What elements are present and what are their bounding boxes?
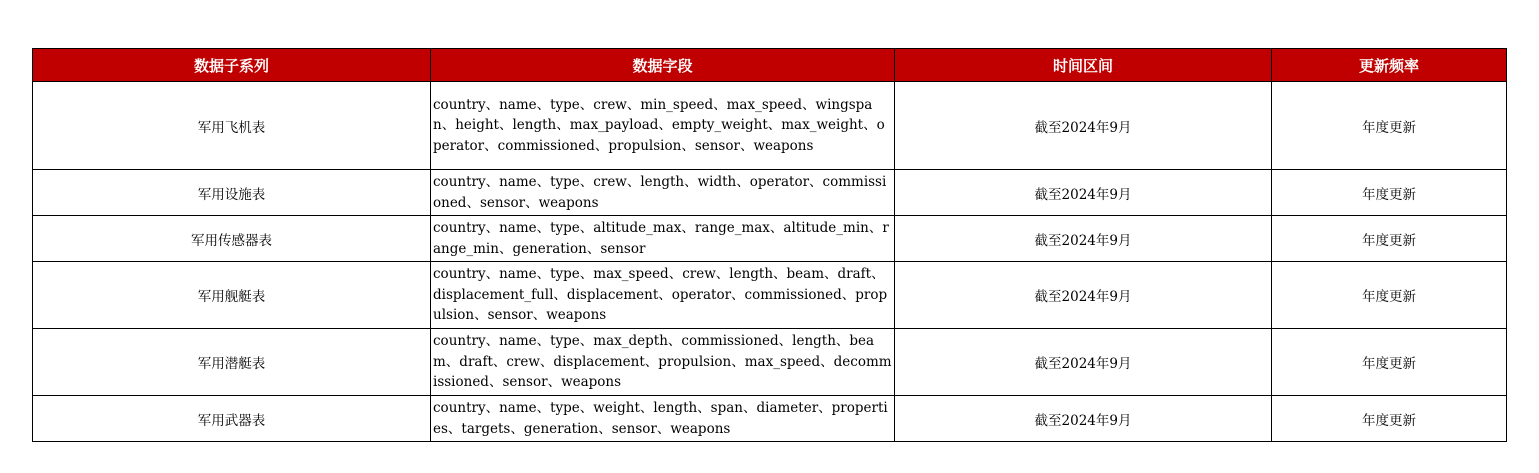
period-cell: 截至2024年9月 bbox=[895, 396, 1272, 442]
table-row bbox=[33, 170, 1507, 216]
period-cell: 截至2024年9月 bbox=[895, 262, 1272, 329]
frequency-cell: 年度更新 bbox=[1272, 216, 1507, 262]
frequency-cell: 年度更新 bbox=[1272, 82, 1507, 170]
frequency-cell: 年度更新 bbox=[1272, 329, 1507, 396]
fields-cell: country、name、type、max_speed、crew、length、beam、draft、displacement_full、displacement、operator、commissioned、propulsion、sensor、weapons bbox=[431, 262, 895, 329]
frequency-cell: 年度更新 bbox=[1272, 396, 1507, 442]
header-frequency: 更新频率 bbox=[1272, 49, 1507, 82]
period-cell: 截至2024年9月 bbox=[895, 216, 1272, 262]
frequency-cell: 年度更新 bbox=[1272, 262, 1507, 329]
series-cell: 军用潜艇表 bbox=[33, 329, 431, 396]
data-series-table bbox=[32, 48, 1507, 442]
fields-cell: country、name、type、weight、length、span、diameter、properties、targets、generation、sensor、weapons bbox=[431, 396, 895, 442]
fields-cell: country、name、type、max_depth、commissioned、length、beam、draft、crew、displacement、propulsion、max_speed、decommissioned、sensor、weapons bbox=[431, 329, 895, 396]
series-cell: 军用传感器表 bbox=[33, 216, 431, 262]
header-period: 时间区间 bbox=[895, 49, 1272, 82]
table-row bbox=[33, 262, 1507, 329]
table-row bbox=[33, 82, 1507, 170]
header-series: 数据子系列 bbox=[33, 49, 431, 82]
table-row bbox=[33, 329, 1507, 396]
series-cell: 军用舰艇表 bbox=[33, 262, 431, 329]
frequency-cell: 年度更新 bbox=[1272, 170, 1507, 216]
fields-cell: country、name、type、crew、length、width、operator、commissioned、sensor、weapons bbox=[431, 170, 895, 216]
header-row bbox=[33, 49, 1507, 82]
table-row bbox=[33, 216, 1507, 262]
series-cell: 军用武器表 bbox=[33, 396, 431, 442]
series-cell: 军用设施表 bbox=[33, 170, 431, 216]
header-fields: 数据字段 bbox=[431, 49, 895, 82]
fields-cell: country、name、type、crew、min_speed、max_speed、wingspan、height、length、max_payload、empty_weight、max_weight、operator、commissioned、propulsion、sensor、weapons bbox=[431, 82, 895, 170]
period-cell: 截至2024年9月 bbox=[895, 170, 1272, 216]
fields-cell: country、name、type、altitude_max、range_max、altitude_min、range_min、generation、sensor bbox=[431, 216, 895, 262]
table-row bbox=[33, 396, 1507, 442]
period-cell: 截至2024年9月 bbox=[895, 329, 1272, 396]
series-cell: 军用飞机表 bbox=[33, 82, 431, 170]
period-cell: 截至2024年9月 bbox=[895, 82, 1272, 170]
